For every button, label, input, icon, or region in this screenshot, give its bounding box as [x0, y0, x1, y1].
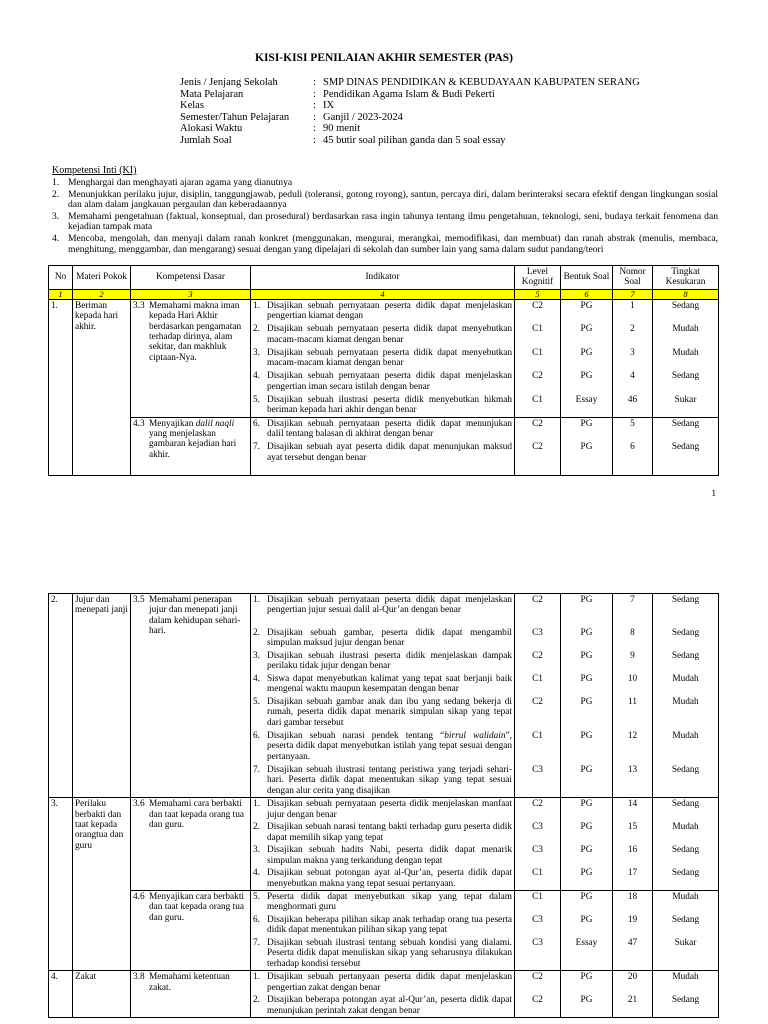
info-row: Mata Pelajaran : Pendidikan Agama Islam & Budi Pekerti — [180, 88, 495, 100]
column-number-row: 1 2 3 4 5 6 7 8 — [49, 289, 719, 299]
kompetensi-dasar: 4.6 Menyajikan cara berbakti dan taat kepada orang tua dan guru. — [131, 891, 251, 971]
info-row: Jenis / Jenjang Sekolah : SMP DINAS PENDIDIKAN & KEBUDAYAAN KABUPATEN SERANG — [180, 77, 640, 88]
indikator-cell: 6. Disajikan sebuah pernyataan peserta didik dapat menunjukan dalil tentang balasan di akhirat dengan benar 7. Disajikan sebuah ayat peserta didik dapat menunjukan maksud ayat tersebut dengan benar — [251, 417, 515, 475]
kompetensi-dasar: 3.6 Memahami cara berbakti dan taat kepada orang tua dan guru. — [131, 798, 251, 891]
header-nomor: Nomor Soal — [613, 266, 653, 290]
document-page-1 — [0, 0, 768, 508]
header-no: No — [49, 266, 73, 290]
info-block — [180, 77, 640, 147]
indikator-cell: 1. Disajikan sebuah pernyataan peserta didik menjelaskan manfaat jujur dengan benar 2. Disajikan sebuah narasi tentang bakti terhadap guru peserta didik dapat memilih sikap yang tepat 3. Disajikan sebuah hadits Nabi, peserta didik dapat menarik simpulan makna yang terkandung dengan tepat 4. Disajikan sebuat potongan ayat al-Qur’an, peserta didik dapat menyebutkan makna yang tepat sesuai pertanyaan. — [251, 798, 515, 891]
nomor-cell: 1 2 3 4 46 — [613, 299, 653, 417]
materi-pokok: Perilaku berbakti dan taat kepada orangtua dan guru — [73, 798, 131, 971]
indikator-cell: 1. Disajikan sebuah pernyataan peserta didik dapat menjelaskan pengertian jujur sesuai dalil al-Qur’an dengan benar 2. Disajikan sebuah gambar, peserta didik dapat mengambil simpulan maksud jujur dengan benar 3. Disajikan sebuah ilustrasi peserta didik menjelaskan dampak perilaku tidak jujur dengan benar 4. Siswa dapat menyebutkan kalimat yang tepat saat berjanji baik mengenai waktu maupun kesempatan dengan benar 5. Disajikan sebuah gambar anak dan ibu yang sedang bekerja di rumah, peserta didik dapat menarik simpulan sikap yang tepat dari gambar tersebut 6. Disajikan sebuah narasi pendek tentang “birrul walidain”, peserta didik dapat menyebutkan istilah yang tepat sesuai dengan pertanyaan. 7. Disajikan sebuah ilustrasi tentang peristiwa yang terjadi sehari-hari. Peserta didik dapat menentukan sikap yang tepat sesuai dengan alur cerita yang disajikan — [251, 594, 515, 798]
ki-item: 3. Memahami pengetahuan (faktual, konseptual, dan prosedural) berdasarkan rasa ingin tahunya tentang ilmu pengetahuan, teknologi, seni, budaya terkait fenomena dan kejadian tampak mata — [52, 210, 718, 233]
kompetensi-dasar: 4.3 Menyajikan dalil naqli yang menjelaskan gambaran kejadian hari akhir. — [131, 417, 251, 475]
info-label: Mata Pelajaran — [180, 88, 244, 100]
row-number: 1. — [49, 299, 73, 475]
table-row — [49, 299, 719, 417]
table-row — [49, 594, 719, 798]
info-label: Semester/Tahun Pelajaran — [180, 111, 290, 123]
bentuk-cell: PG PG PG PG PG PG PG — [561, 594, 613, 798]
table-header-row — [49, 266, 719, 290]
info-row: Kelas : IX — [180, 100, 335, 112]
document-title: KISI-KISI PENILAIAN AKHIR SEMESTER (PAS) — [255, 52, 513, 64]
info-value: 90 menit — [323, 123, 361, 135]
kompetensi-dasar: 3.3 Memahami makna iman kepada Hari Akhir berdasarkan pengamatan terhadap dirinya, alam sekitar, dan makhluk ciptaan-Nya. — [131, 299, 251, 417]
header-level: Level Kognitif — [515, 266, 561, 290]
info-row: Jumlah Soal : 45 butir soal pilihan ganda dan 5 soal essay — [180, 134, 506, 146]
info-value: Pendidikan Agama Islam & Budi Pekerti — [323, 88, 495, 100]
info-value: 45 butir soal pilihan ganda dan 5 soal essay — [323, 134, 506, 146]
info-value: Ganjil / 2023-2024 — [323, 111, 403, 123]
info-row: Alokasi Waktu : 90 menit — [180, 123, 361, 135]
indikator-cell: 1. Disajikan sebuah pernyataan peserta didik dapat menjelaskan pengertian kiamat dengan 2. Disajikan sebuah pernyataan peserta didik dapat menyebutkan macam-macam kiamat dengan benar 3. Disajikan sebuah pernyataan peserta didik dapat menyebutkan macam-macam kiamat dengan benar 4. Disajikan sebuah pernyataan peserta didik dapat menjelaskan pengertian iman secara istilah dengan benar 5. Disajikan sebuah ilustrasi peserta didik menyebutkan hikmah beriman kepada hari akhir dengan benar — [251, 299, 515, 417]
table-row: 4. Zakat 3.8 Memahami ketentuan zakat. 1. Disajikan sebuah pertanyaan peserta didik dapat menjelaskan pengertian zakat dengan benar 2. Disajikan beberapa potongan ayat al-Qur’an, peserta didik dapat menunjukan perintah zakat dengan benar C2 C2 PG PG 20 21 Mudah Sedang — [49, 971, 719, 1018]
ki-heading: Kompetensi Inti (KI) — [52, 165, 137, 176]
document-page-2 — [0, 590, 768, 1024]
header-kd: Kompetensi Dasar — [131, 266, 251, 290]
info-label: Jenis / Jenjang Sekolah — [180, 77, 278, 88]
level-cell: C2 C3 C2 C1 C2 C1 C3 — [515, 594, 561, 798]
tingkat-cell: Sedang Mudah Mudah Sedang Sukar — [653, 299, 719, 417]
nomor-cell: 7 8 9 10 11 12 13 — [613, 594, 653, 798]
row-number: 4. — [49, 971, 73, 1018]
info-label: Jumlah Soal — [180, 134, 232, 146]
level-cell: C2 C1 C1 C2 C1 — [515, 299, 561, 417]
ki-item: 1. Menghargai dan menghayati ajaran agama yang dianutnya — [52, 177, 293, 188]
indikator-cell: 1. Disajikan sebuah pertanyaan peserta didik dapat menjelaskan pengertian zakat dengan benar 2. Disajikan beberapa potongan ayat al-Qur’an, peserta didik dapat menunjukan perintah zakat dengan benar — [251, 971, 515, 1018]
kisi-table-page2 — [48, 593, 719, 1018]
info-row: Semester/Tahun Pelajaran : Ganjil / 2023-2024 — [180, 111, 403, 123]
materi-pokok: Jujur dan menepati janji — [73, 594, 131, 798]
tingkat-cell: Sedang Sedang Sedang Mudah Mudah Mudah Sedang — [653, 594, 719, 798]
info-value: SMP DINAS PENDIDIKAN & KEBUDAYAAN KABUPATEN SERANG — [323, 77, 640, 88]
info-label: Alokasi Waktu — [180, 123, 243, 135]
kompetensi-dasar: 3.5 Memahami penerapan jujur dan menepati janji dalam kehidupan sehari-hari. — [131, 594, 251, 798]
materi-pokok: Zakat — [73, 971, 131, 1018]
row-number: 3. — [49, 798, 73, 971]
info-label: Kelas — [180, 100, 204, 112]
header-bentuk: Bentuk Soal — [561, 266, 613, 290]
table-row: 4.3 Menyajikan dalil naqli yang menjelaskan gambaran kejadian hari akhir. 6. Disajikan sebuah pernyataan peserta didik dapat menunjukan dalil tentang balasan di akhirat dengan benar 7. Disajikan sebuah ayat peserta didik dapat menunjukan maksud ayat tersebut dengan benar C2 C2 PG PG 5 6 Sedang Sedang — [49, 417, 719, 475]
row-number: 2. — [49, 594, 73, 798]
info-value: IX — [323, 100, 335, 112]
ki-item: 4. Mencoba, mengolah, dan menyaji dalam ranah konkret (menggunakan, mengurai, merangkai, memodifikasi, dan membuat) dan ranah abstrak (menulis, membaca, menghitung, menggambar, dan mengarang) sesuai dengan yang dipelajari di sekolah dan sumber lain yang sama dalam sudut pandang/teori — [52, 232, 718, 255]
kisi-table-page1 — [48, 265, 719, 476]
table-row: 4.6 Menyajikan cara berbakti dan taat kepada orang tua dan guru. 5. Peserta didik dapat menyebutkan sikap yang tepat dalam menghormati guru 6. Disajikan beberapa pilihan sikap anak terhadap orang tua peserta didik dapat menentukan pilihan sikap yang tepat 7. Disajikan sebuah ilustrasi tentang sebuah kondisi yang dialami. Peserta didik dapat menuliskan sikap yang seharusnya dilakukan terhadap kondisi tersebut C1 C3 C3 PG PG Essay 18 19 47 Mudah Sedang Sukar — [49, 891, 719, 971]
header-indikator: Indikator — [251, 266, 515, 290]
indikator-cell: 5. Peserta didik dapat menyebutkan sikap yang tepat dalam menghormati guru 6. Disajikan beberapa pilihan sikap anak terhadap orang tua peserta didik dapat menentukan pilihan sikap yang tepat 7. Disajikan sebuah ilustrasi tentang sebuah kondisi yang dialami. Peserta didik dapat menuliskan sikap yang seharusnya dilakukan terhadap kondisi tersebut — [251, 891, 515, 971]
page-gap — [0, 508, 768, 590]
ki-item: 2. Menunjukkan perilaku jujur, disiplin, tanggungjawab, peduli (toleransi, gotong royong), santun, percaya diri, dalam berinteraksi secara efektif dengan lingkungan sosial dan alam dalam jangkauan pergaulan dan keberadaannya — [52, 188, 718, 211]
kompetensi-dasar: 3.8 Memahami ketentuan zakat. — [131, 971, 251, 1018]
table-row: 3. Perilaku berbakti dan taat kepada orangtua dan guru 3.6 Memahami cara berbakti dan taat kepada orang tua dan guru. 1. Disajikan sebuah pernyataan peserta didik menjelaskan manfaat jujur dengan benar 2. Disajikan sebuah narasi tentang bakti terhadap guru peserta didik dapat memilih sikap yang tepat 3. Disajikan sebuah hadits Nabi, peserta didik dapat menarik simpulan makna yang terkandung dengan tepat 4. Disajikan sebuat potongan ayat al-Qur’an, peserta didik dapat menyebutkan makna yang tepat sesuai pertanyaan. C2 C3 C3 C1 PG PG PG PG 14 15 16 17 Sedang Mudah Sedang Sedang — [49, 798, 719, 891]
materi-pokok: Beriman kepada hari akhir. — [73, 299, 131, 475]
bentuk-cell: PG PG PG PG Essay — [561, 299, 613, 417]
header-materi: Materi Pokok — [73, 266, 131, 290]
ki-list — [52, 178, 718, 256]
page-number: 1 — [711, 488, 716, 498]
header-tingkat: Tingkat Kesukaran — [653, 266, 719, 290]
